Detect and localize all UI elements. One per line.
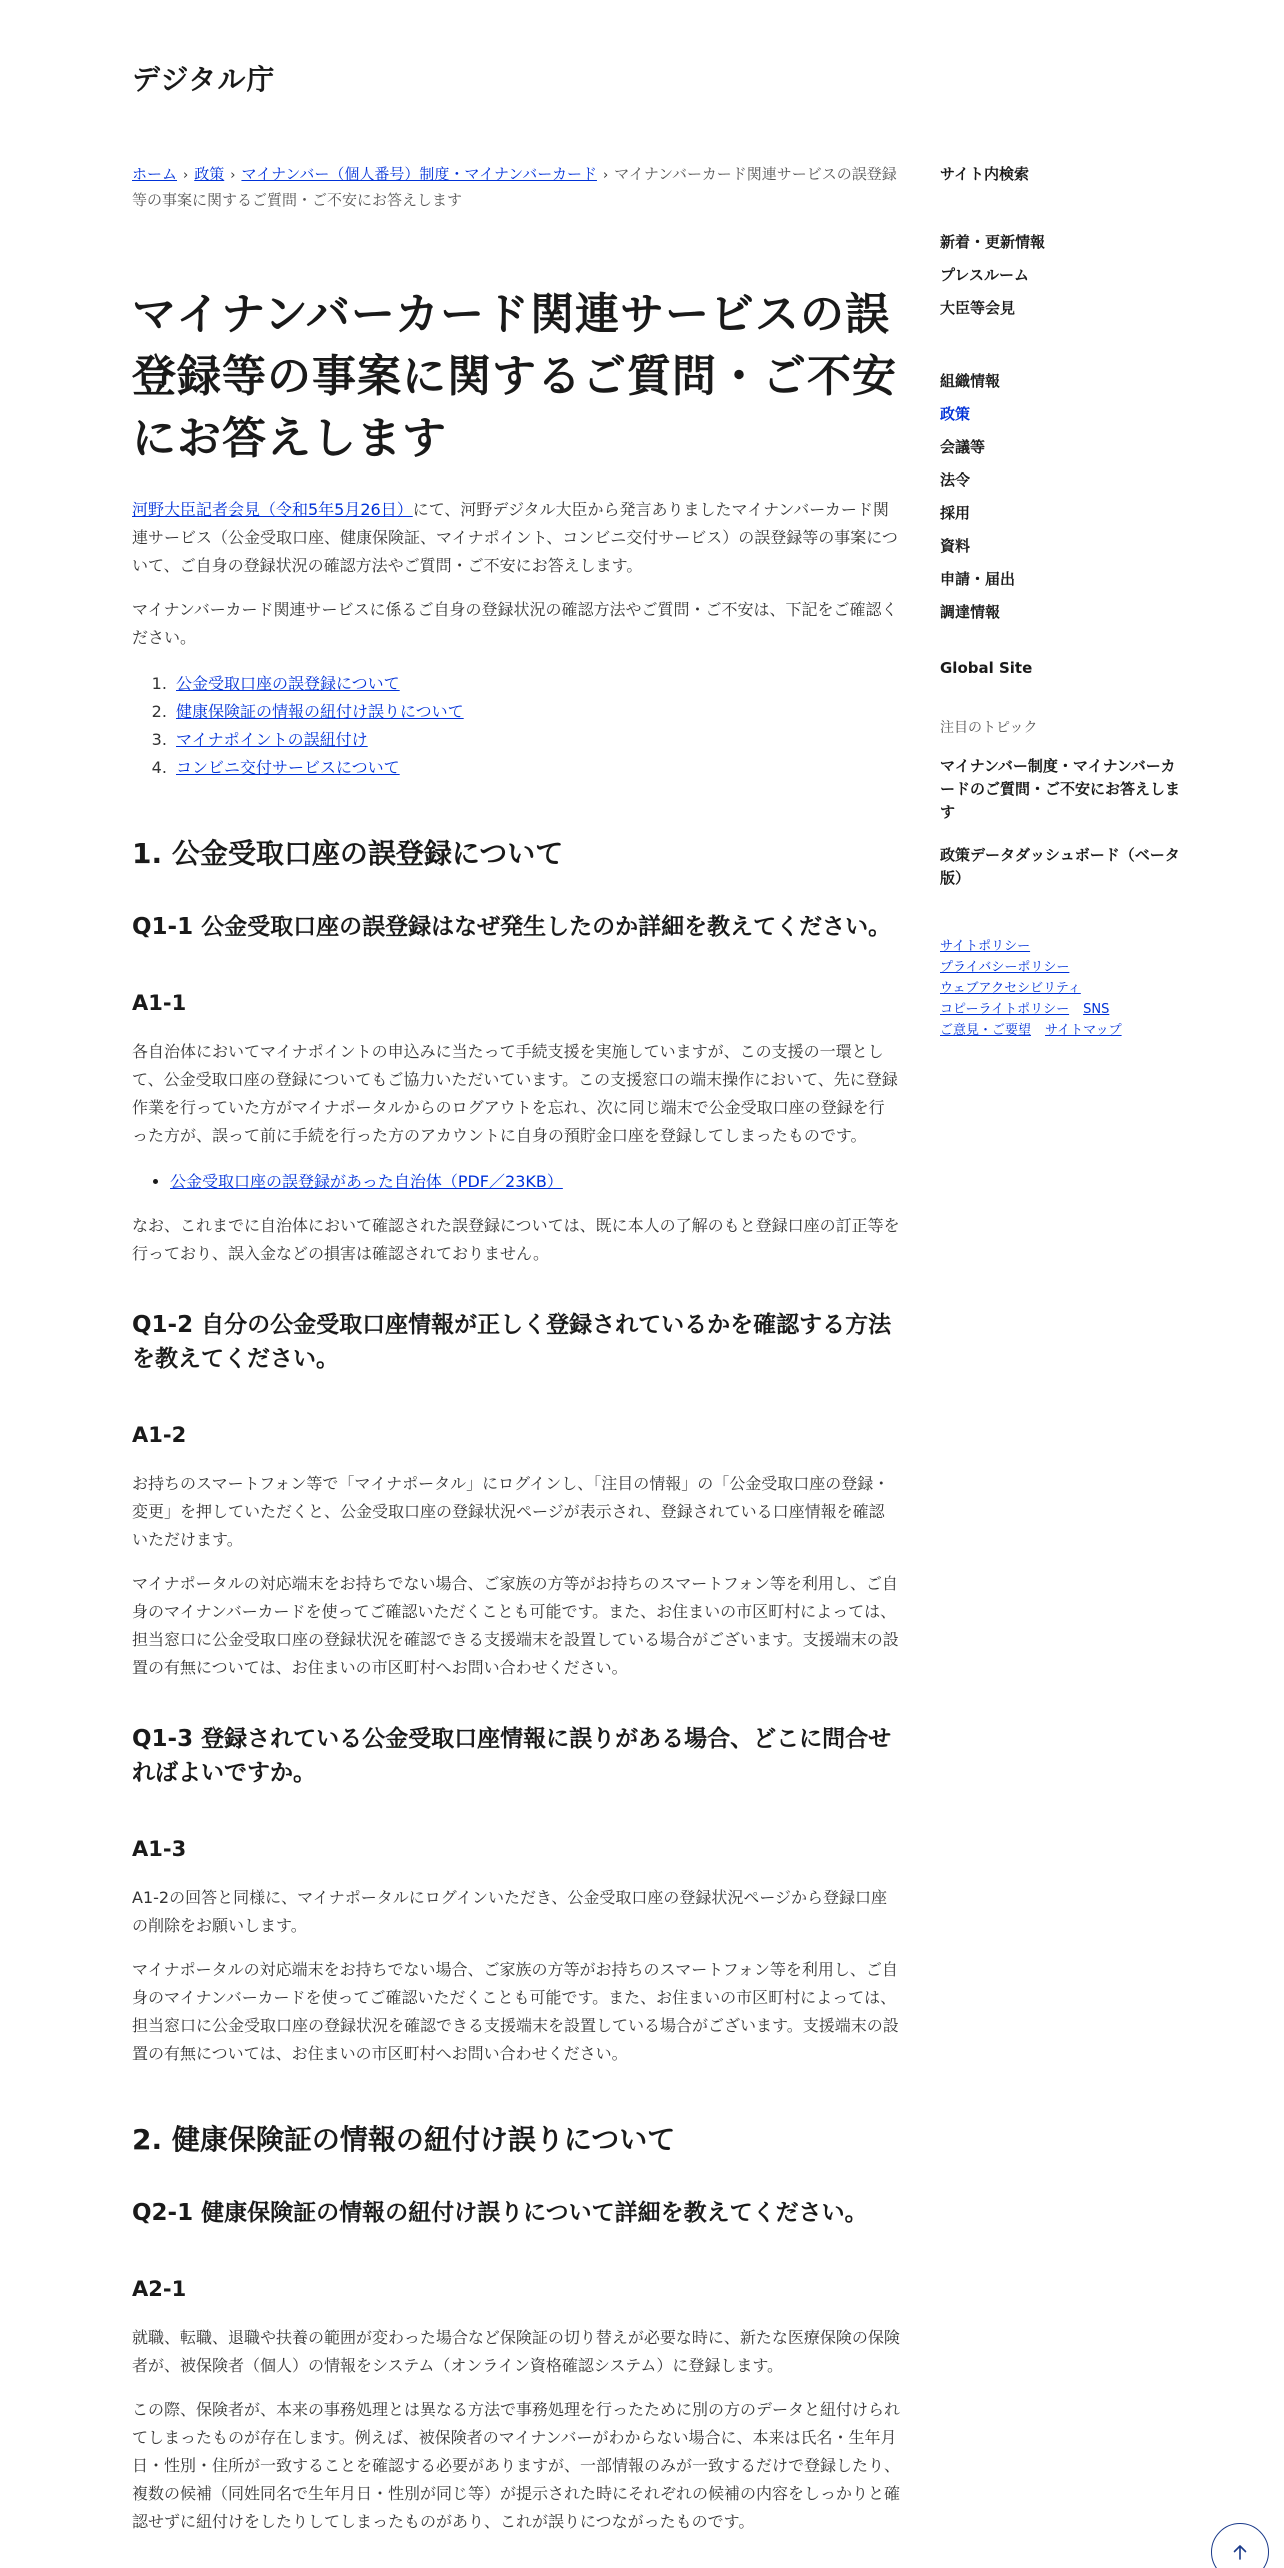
topic-link-mynumber[interactable]: マイナンバー制度・マイナンバーカードのご質問・ご不安にお答えします	[940, 757, 1181, 821]
intro-paragraph-2: マイナンバーカード関連サービスに係るご自身の登録状況の確認方法やご質問・ご不安は、下記をご確認ください。	[132, 600, 898, 647]
sns-link[interactable]: SNS	[1083, 1002, 1110, 1017]
topics-label: 注目のトピック	[940, 720, 1038, 736]
table-of-contents	[132, 670, 900, 782]
sidebar-item-meetings[interactable]: 会議等	[940, 438, 986, 456]
sidebar-item-procurement[interactable]: 調達情報	[940, 603, 1001, 621]
intro-text: にて、河野デジタル大臣から発言ありましたマイナンバーカード関連サービス（公金受取口座、健康保険証、マイナポイント、コンビニ交付サービス）の誤登録等の事案について、ご自身の登録状況の確認方法やご質問・ご不安にお答えします。	[132, 500, 898, 575]
answer-1-2-text: お持ちのスマートフォン等で「マイナポータル」にログインし、「注目の情報」の「公金受取口座の登録・変更」を押していただくと、公金受取口座の登録状況ページが表示され、登録されている口座情報を確認いただけます。	[132, 1474, 890, 1549]
toc-item	[172, 726, 900, 754]
main-content	[132, 162, 900, 2536]
answer-1-1-note: なお、これまでに自治体において確認された誤登録については、既に本人の了解のもと登録口座の訂正等を行っており、誤入金などの損害は確認されておりません。	[132, 1216, 900, 1263]
sidebar	[940, 162, 1180, 1041]
section-1-heading: 1. 公金受取口座の誤登録について	[132, 837, 564, 870]
question-1-3: Q1-3 登録されている公金受取口座情報に誤りがある場合、どこに問合せればよいですか。	[132, 1726, 892, 1786]
answer-1-1-label: A1-1	[132, 991, 187, 1015]
topic-link-dashboard[interactable]: 政策データダッシュボード（ベータ版）	[940, 846, 1180, 887]
answer-1-2-text-2: マイナポータルの対応端末をお持ちでない場合、ご家族の方等がお持ちのスマートフォン等を利用し、ご自身のマイナンバーカードを使ってご確認いただくことも可能です。また、お住まいの市区町村によっては、担当窓口に公金受取口座の登録状況を確認できる支援端末を設置している場合がございます。支援端末の設置の有無については、お住まいの市区町村へお問い合わせください。	[132, 1574, 899, 1677]
back-to-top-button[interactable]	[1211, 2523, 1269, 2568]
toc-item	[172, 670, 900, 698]
press-conference-link[interactable]: 河野大臣記者会見（令和5年5月26日）	[132, 500, 413, 519]
question-2-1: Q2-1 健康保険証の情報の紐付け誤りについて詳細を教えてください。	[132, 2200, 868, 2226]
global-site-link[interactable]: Global Site	[940, 659, 1033, 677]
breadcrumb-current: マイナンバーカード関連サービスの誤登録等の事案に関するご質問・ご不安にお答えします	[132, 165, 897, 209]
chevron-right-icon: ›	[602, 168, 609, 183]
breadcrumb-policy[interactable]: 政策	[194, 165, 225, 183]
answer-1-3-text: A1-2の回答と同様に、マイナポータルにログインいただき、公金受取口座の登録状況ページから登録口座の削除をお願いします。	[132, 1888, 887, 1935]
toc-link-3[interactable]: マイナポイントの誤紐付け	[176, 730, 368, 749]
sidebar-item-recruit[interactable]: 採用	[940, 504, 971, 522]
sidebar-item-materials[interactable]: 資料	[940, 537, 971, 555]
breadcrumb-home[interactable]: ホーム	[132, 165, 178, 183]
toc-item	[172, 754, 900, 782]
site-logo[interactable]: デジタル庁	[132, 63, 276, 96]
privacy-policy-link[interactable]: プライバシーポリシー	[940, 960, 1070, 975]
answer-2-1-text-2: この際、保険者が、本来の事務処理とは異なる方法で事務処理を行ったために別の方のデータと紐付けられてしまったものが存在します。例えば、被保険者のマイナンバーがわからない場合に、本来は氏名・生年月日・性別・住所が一致することを確認する必要がありますが、一部情報のみが一致するだけで登録したり、複数の候補（同姓同名で生年月日・性別が同じ等）が提示された時にそれぞれの候補の内容をしっかりと確認せずに紐付けをしたりしてしまったものがあり、これが誤りにつながったものです。	[132, 2400, 901, 2531]
answer-1-3-label: A1-3	[132, 1837, 187, 1861]
sidebar-item-policy[interactable]: 政策	[940, 405, 971, 423]
answer-2-1-label: A2-1	[132, 2277, 187, 2301]
answer-1-2-label: A1-2	[132, 1423, 187, 1447]
section-2-heading: 2. 健康保険証の情報の紐付け誤りについて	[132, 2123, 676, 2156]
breadcrumb-mynumber[interactable]: マイナンバー（個人番号）制度・マイナンバーカード	[241, 165, 597, 183]
toc-item	[172, 698, 900, 726]
toc-link-1[interactable]: 公金受取口座の誤登録について	[176, 674, 400, 693]
sidebar-item-minister-conference[interactable]: 大臣等会見	[940, 299, 1016, 317]
pdf-link[interactable]: 公金受取口座の誤登録があった自治体（PDF／23KB）	[170, 1172, 563, 1191]
question-1-1: Q1-1 公金受取口座の誤登録はなぜ発生したのか詳細を教えてください。	[132, 914, 892, 940]
answer-1-1-text: 各自治体においてマイナポイントの申込みに当たって手続支援を実施していますが、この支援の一環として、公金受取口座の登録についてもご協力いただいています。この支援窓口の端末操作において、先に登録作業を行っていた方がマイナポータルからのログアウトを忘れ、次に同じ端末で公金受取口座の登録を行った方が、誤って前に手続を行った方のアカウントに自身の預貯金口座を登録してしまったものです。	[132, 1042, 898, 1145]
sitemap-link[interactable]: サイトマップ	[1045, 1023, 1122, 1038]
sidebar-item-news[interactable]: 新着・更新情報	[940, 233, 1046, 251]
attachment-list	[132, 1168, 900, 1196]
sidebar-item-applications[interactable]: 申請・届出	[940, 570, 1016, 588]
sidebar-item-organization[interactable]: 組織情報	[940, 372, 1001, 390]
sidebar-group-main	[940, 365, 1180, 629]
site-policy-link[interactable]: サイトポリシー	[940, 939, 1031, 954]
breadcrumb	[132, 162, 900, 212]
copyright-policy-link[interactable]: コピーライトポリシー	[940, 1002, 1070, 1017]
accessibility-link[interactable]: ウェブアクセシビリティ	[940, 981, 1081, 996]
question-1-2: Q1-2 自分の公金受取口座情報が正しく登録されているかを確認する方法を教えてください。	[132, 1312, 892, 1372]
toc-link-4[interactable]: コンビニ交付サービスについて	[176, 758, 400, 777]
sidebar-group-news	[940, 226, 1180, 325]
toc-link-2[interactable]: 健康保険証の情報の紐付け誤りについて	[176, 702, 464, 721]
answer-1-3-text-2: マイナポータルの対応端末をお持ちでない場合、ご家族の方等がお持ちのスマートフォン等を利用し、ご自身のマイナンバーカードを使ってご確認いただくことも可能です。また、お住まいの市区町村によっては、担当窓口に公金受取口座の登録状況を確認できる支援端末を設置している場合がございます。支援端末の設置の有無については、お住まいの市区町村へお問い合わせください。	[132, 1960, 899, 2063]
intro-paragraph	[132, 496, 900, 580]
arrow-up-icon	[1229, 2541, 1251, 2563]
chevron-right-icon: ›	[183, 168, 189, 183]
sidebar-item-laws[interactable]: 法令	[940, 471, 971, 489]
chevron-right-icon: ›	[230, 168, 236, 183]
site-search-link[interactable]: サイト内検索	[940, 165, 1029, 183]
page-title: マイナンバーカード関連サービスの誤登録等の事案に関するご質問・ご不安にお答えします	[132, 289, 897, 464]
answer-2-1-text: 就職、転職、退職や扶養の範囲が変わった場合など保険証の切り替えが必要な時に、新たな医療保険の保険者が、被保険者（個人）の情報をシステム（オンライン資格確認システム）に登録します。	[132, 2328, 900, 2375]
list-item	[170, 1168, 900, 1196]
sidebar-item-press[interactable]: プレスルーム	[940, 266, 1029, 284]
feedback-link[interactable]: ご意見・ご要望	[940, 1023, 1032, 1038]
footer-links	[940, 936, 1180, 1041]
